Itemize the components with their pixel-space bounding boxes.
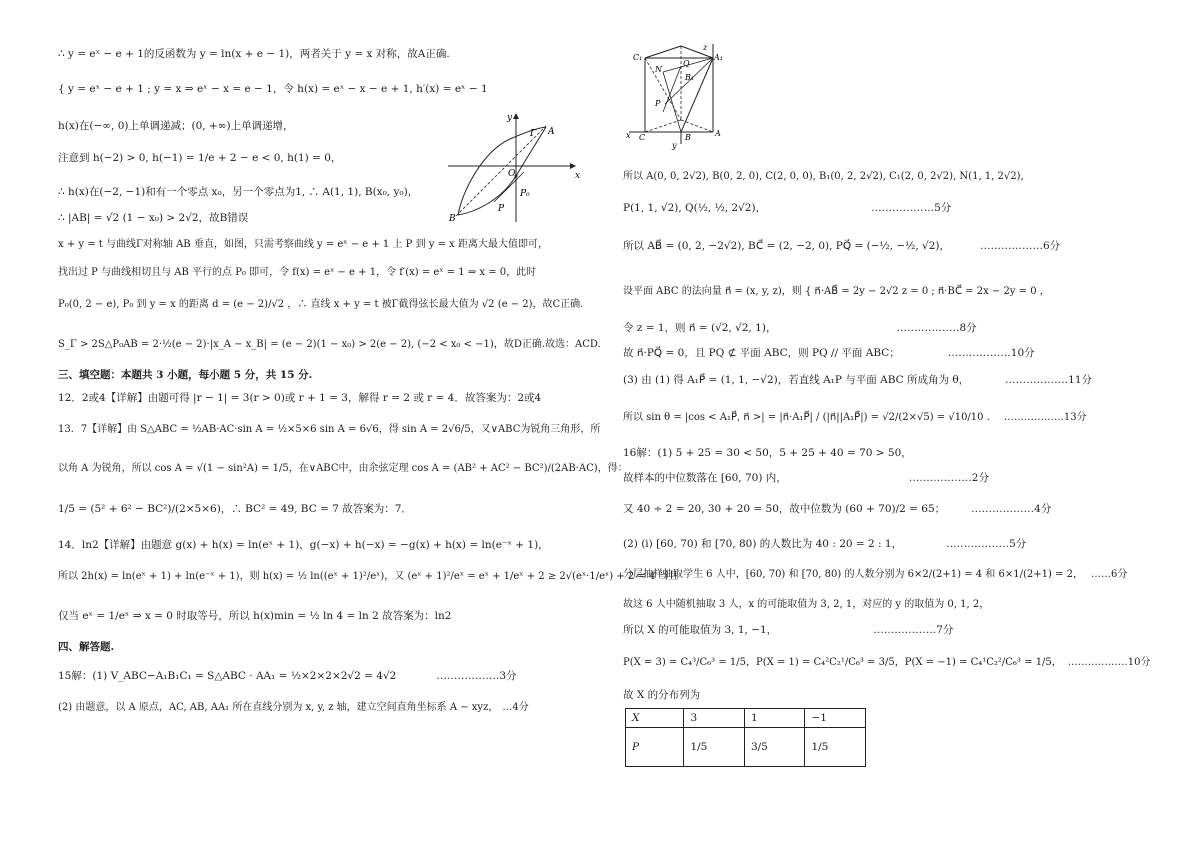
vectors-line [623,239,1060,253]
solution-16-probabilities-text: P(X = 3) = C₄³/C₆³ = 1/5，P(X = 1) = C₄²C₂¹/C₆³ = 3/5，P(X = −1) = C₄¹C₂²/C₆³ = 1/5， [623,657,1062,668]
fig-label-p: P [655,99,661,108]
table-header-minus1: −1 [805,709,866,728]
solution-16-random: 故这 6 人中随机抽取 3 人，x 的可能取值为 3, 2, 1，对应的 y 的取值为 0, 1, 2， [623,599,990,610]
sin-theta-line [623,411,1087,425]
line-tangent-point: 找出过 P 与曲线相切且与 AB 平行的点 P₀ 即可，令 f(x) = eˣ − e + 1，令 f′(x) = eˣ = 1 ⇒ x = 0，此时 [58,267,537,278]
score-16-10: ………………10分 [1067,657,1151,668]
solution-16-probabilities [623,656,1151,670]
table-header-3: 3 [684,709,745,728]
solution-15-part1-text: 15解：(1) V_ABC−A₁B₁C₁ = S△ABC · AA₁ = ½×2×2×2√2 = 4√2 [58,670,397,682]
table-header-1: 1 [744,709,805,728]
fig-label-x: x [626,131,631,140]
distribution-caption: 故 X 的分布列为 [623,689,701,701]
score-15-8: ………………8分 [896,322,977,334]
part3-line [623,373,1092,387]
graph-label-p: P [498,204,505,214]
score-15-1: ………………3分 [436,670,517,682]
solution-16-ratio [623,537,1026,551]
answer-13-line1: 13．7【详解】由 S△ABC = ½AB·AC·sin A = ½×5×6 sin A = 6√6，得 sin A = 2√6/5，又∨ABC为锐角三角形，所 [58,424,601,435]
coordinates-line1: 所以 A(0, 0, 2√2), B(0, 2, 0), C(2, 0, 0), B₁(0, 2, 2√2), C₁(2, 0, 2√2), N(1, 1, 2√2), [623,171,1024,182]
table-cell-pminus1: 1/5 [805,728,866,767]
fig-label-a1: A₁ [714,53,723,62]
fig-label-z: z [703,43,708,52]
score-16-4: ………………4分 [971,503,1052,515]
solution-16-ratio-text: (2) (i) [60, 70) 和 [70, 80) 的人数比为 40 : 20 = 2 : 1， [623,538,903,550]
parallel-line-text: 故 n⃗·PQ⃗ = 0，且 PQ ⊄ 平面 ABC，则 PQ // 平面 ABC； [623,347,900,359]
solution-16-stratified [623,568,1127,582]
fig-label-a: A [715,129,721,138]
line-zeros: ∴ h(x)在(−2, −1)和有一个零点 x₀，另一个零点为1, ∴ A(1, 1), B(x₀, y₀)， [58,186,419,198]
set-z-line [623,321,977,335]
part3-line-text: (3) 由 (1) 得 A₁P⃗ = (1, 1, −√2)，若直线 A₁P 与平面 ABC 所成角为 θ， [623,374,970,386]
normal-vector-line: 设平面 ABC 的法向量 n⃗ = (x, y, z)，则 { n⃗·AB⃗ = 2y − 2√2 z = 0 ; n⃗·BC⃗ = 2x − 2y = 0 ， [623,286,1050,297]
answer-14-line3: 仅当 eˣ = 1/eˣ ⇒ x = 0 时取等号，所以 h(x)min = ½ ln 4 = ln 2 故答案为：ln2 [58,610,452,622]
line-ab-length: ∴ |AB| = √2 (1 − x₀) > 2√2，故B错误 [58,212,249,224]
graph-label-gamma: Γ [530,129,537,139]
score-15-11: ………………11分 [1005,374,1093,386]
coordinates-line2-text: P(1, 1, √2), Q(½, ½, 2√2)， [623,202,767,214]
graph-label-a: A [548,127,555,137]
sin-theta-line-text: 所以 sin θ = |cos < A₁P⃗, n⃗ >| = |n⃗·A₁P⃗| / (|n⃗||A₁P⃗|) = √2/(2×√5) = √10/10 . [623,412,990,423]
fig-label-c: C [639,133,646,142]
score-16-5: ………………5分 [946,538,1027,550]
graph-label-b: B [449,214,456,224]
graph-label-y: y [507,113,513,123]
graph-label-origin: O [508,169,516,179]
table-row [626,709,866,728]
score-15-13: ………………13分 [1003,412,1087,423]
score-15-10: ………………10分 [947,347,1035,359]
answer-12: 12．2或4【详解】由题可得 |r − 1| = 3(r > 0)或 r + 1 = 3，解得 r = 2 或 r = 4．故答案为：2或4 [58,392,542,404]
answer-13-line2: 以角 A 为锐角，所以 cos A = √(1 − sin²A) = 1/5，在∨ABC中，由余弦定理 cos A = (AB² + AC² − BC²)/(2AB·AC)，得： [58,463,628,474]
prism-figure [625,42,731,150]
score-16-6: ……6分 [1090,569,1128,580]
score-15-2: …4分 [502,702,529,713]
solution-16-line2-text: 故样本的中位数落在 [60, 70) 内， [623,472,787,484]
score-16-7: ………………7分 [873,624,954,636]
solution-16-median-text: 又 40 ÷ 2 = 20, 30 + 20 = 50，故中位数为 (60 + 70)/2 = 65； [623,503,946,515]
score-15-5: ………………5分 [871,202,952,214]
score-16-2: ………………2分 [908,472,989,484]
line-inverse-function: ∴ y = eˣ − e + 1的反函数为 y = ln(x + e − 1)，两者关于 y = x 对称，故A正确. [58,48,450,60]
solution-16-values-text: 所以 X 的可能取值为 3, 1, −1， [623,624,778,636]
set-z-line-text: 令 z = 1，则 n⃗ = (√2, √2, 1)， [623,322,777,334]
solution-16-median [623,502,1051,516]
table-cell-p1: 3/5 [744,728,805,767]
fig-label-b: B [685,133,691,142]
fig-label-b1: B₁ [685,73,695,82]
solution-15-part2 [58,701,529,715]
answer-14-line2: 所以 2h(x) = ln(eˣ + 1) + ln(e⁻ˣ + 1)，则 h(x) = ½ ln((eˣ + 1)²/eˣ)，又 (eˣ + 1)²/eˣ = eˣ + 1/eˣ + 2 ≥ 2√(eˣ·1/eˣ) + 2 = 4 当且 [58,571,679,582]
parallel-line [623,346,1035,360]
score-15-6: ………………6分 [979,240,1061,252]
coordinates-line2 [623,201,951,215]
table-cell-p3: 1/5 [684,728,745,767]
fig-label-n: N [655,65,662,74]
fig-label-q: Q [683,59,690,68]
section-fill-blank: 三、填空题：本题共 3 小题，每小题 5 分，共 15 分. [58,369,313,381]
table-row-label-p: P [626,728,684,767]
distribution-table [625,708,866,767]
graph-label-p0: P₀ [520,189,530,199]
solution-16-line1: 16解：(1) 5 + 25 = 30 < 50，5 + 25 + 40 = 70 > 50， [623,447,912,459]
solution-16-stratified-text: 分层抽样抽取学生 6 人中，[60, 70) 和 [70, 80) 的人数分别为 6×2/(2+1) = 4 和 6×1/(2+1) = 2， [623,569,1083,580]
section-solutions: 四、解答题. [58,641,115,653]
solution-16-line2 [623,471,989,485]
answer-13-line3: 1/5 = (5² + 6² − BC²)/(2×5×6)，∴ BC² = 49, BC = 7 故答案为：7． [58,503,412,515]
line-system-equations: { y = eˣ − e + 1 ; y = x ⇒ eˣ − x = e − 1，令 h(x) = eˣ − x − e + 1, h′(x) = eˣ − 1 [58,83,488,95]
table-header-x: X [626,709,684,728]
line-perpendicular: x + y = t 与曲线Γ对称轴 AB 垂直，如图，只需考察曲线 y = eˣ − e + 1 上 P 到 y = x 距离大最大值即可， [58,239,548,250]
line-distance: P₀(0, 2 − e), P₀ 到 y = x 的距离 d = (e − 2)/√2 ，∴ 直线 x + y = t 被Γ截得弦长最大值为 √2 (e − 2)，故C正确. [58,299,584,310]
solution-15-part2-text: (2) 由题意，以 A 原点，AC, AB, AA₁ 所在直线分别为 x, y, z 轴，建立空间直角坐标系 A − xyz， [58,702,499,713]
line-area: S_Γ > 2S△P₀AB = 2·½(e − 2)·|x_A − x_B| = (e − 2)(1 − x₀) > 2(e − 2), (−2 < x₀ < −1)，故D正确.故选：ACD. [58,339,601,350]
fig-label-y: y [672,141,677,150]
answer-14-line1: 14．ln2【详解】由题意 g(x) + h(x) = ln(eˣ + 1)，g(−x) + h(−x) = −g(x) + h(x) = ln(e⁻ˣ + 1)， [58,539,549,551]
vectors-line-text: 所以 AB⃗ = (0, 2, −2√2), BC⃗ = (2, −2, 0), PQ⃗ = (−½, −½, √2)， [623,240,950,252]
line-notice-values: 注意到 h(−2) > 0, h(−1) = 1/e + 2 − e < 0, h(1) = 0， [58,152,342,164]
line-monotonicity: h(x)在(−∞, 0)上单调递减；(0, +∞)上单调递增， [58,120,294,132]
table-row [626,728,866,767]
fig-label-c1: C₁ [633,53,643,62]
solution-15-part1 [58,669,517,683]
curve-graph [446,112,584,224]
solution-16-values [623,623,953,637]
graph-label-x: x [575,171,581,181]
